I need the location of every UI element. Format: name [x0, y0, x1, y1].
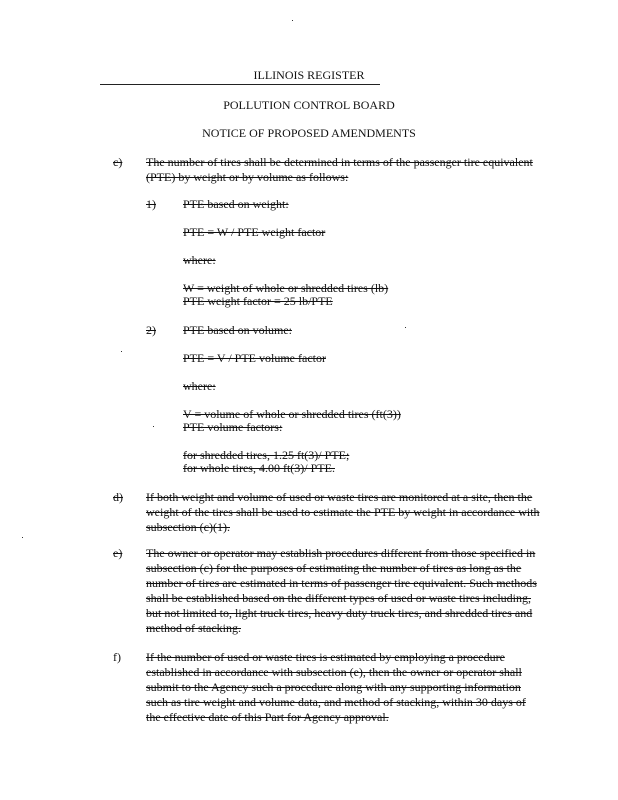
scan-speck	[153, 426, 154, 427]
formula: PTE = V / PTE volume factor	[183, 351, 326, 365]
subsection-label: c)	[113, 155, 123, 169]
subsection-label: f)	[113, 650, 121, 664]
factor: for whole tires, 4.00 ft(3)/ PTE.	[183, 461, 335, 475]
paragraph-line: method of stacking.	[146, 621, 241, 635]
paragraph-line: such as tire weight and volume data, and method of stacking, within 30 days of	[146, 695, 526, 709]
scan-speck	[405, 327, 406, 328]
paragraph-line: (PTE) by weight or by volume as follows:	[146, 170, 349, 184]
item-label: 2)	[146, 323, 156, 337]
item-title: PTE based on volume:	[183, 323, 292, 337]
paragraph-line: number of tires are estimated in terms of passenger tire equivalent. Such methods	[146, 576, 537, 590]
definition: PTE volume factors:	[183, 420, 283, 434]
paragraph-line: If both weight and volume of used or waste tires are monitored at a site, then the	[146, 490, 533, 504]
where-text: where:	[183, 379, 216, 393]
paragraph-line: established in accordance with subsection (e), then the owner or operator shall	[146, 665, 522, 679]
header-rule	[100, 84, 380, 85]
subsection-label: e)	[113, 546, 123, 560]
item-label: 1)	[146, 197, 156, 211]
paragraph-line: submit to the Agency such a procedure along with any supporting information	[146, 680, 521, 694]
formula: PTE = W / PTE weight factor	[183, 225, 326, 239]
where-text: where:	[183, 253, 216, 267]
paragraph-line: If the number of used or waste tires is estimated by employing a procedure	[146, 650, 505, 664]
factor: for shredded tires, 1.25 ft(3)/ PTE;	[183, 448, 350, 462]
item-title: PTE based on weight:	[183, 197, 289, 211]
definition: V = volume of whole or shredded tires (ft(3))	[183, 407, 401, 421]
scan-speck	[22, 537, 23, 538]
board-name: POLLUTION CONTROL BOARD	[223, 98, 395, 112]
definition: W = weight of whole or shredded tires (lb)	[183, 281, 389, 295]
paragraph-line: subsection (c) for the purposes of estimating the number of tires as long as the	[146, 561, 522, 575]
register-title: ILLINOIS REGISTER	[253, 68, 365, 82]
scan-speck	[292, 20, 293, 21]
definition: PTE weight factor = 25 lb/PTE	[183, 294, 333, 308]
paragraph-line: shall be established based on the different types of used or waste tires including,	[146, 591, 532, 605]
paragraph-line: The owner or operator may establish procedures different from those specified in	[146, 546, 536, 560]
paragraph-line: weight of the tires shall be used to estimate the PTE by weight in accordance with	[146, 505, 540, 519]
scan-speck	[121, 351, 122, 352]
notice-title: NOTICE OF PROPOSED AMENDMENTS	[202, 126, 416, 140]
paragraph-line: the effective date of this Part for Agency approval.	[146, 710, 389, 724]
paragraph-line: The number of tires shall be determined in terms of the passenger tire equivalent	[146, 155, 533, 169]
paragraph-line: but not limited to, light truck tires, heavy duty truck tires, and shredded tires and	[146, 606, 533, 620]
paragraph-line: subsection (c)(1).	[146, 520, 230, 534]
subsection-label: d)	[113, 490, 123, 504]
